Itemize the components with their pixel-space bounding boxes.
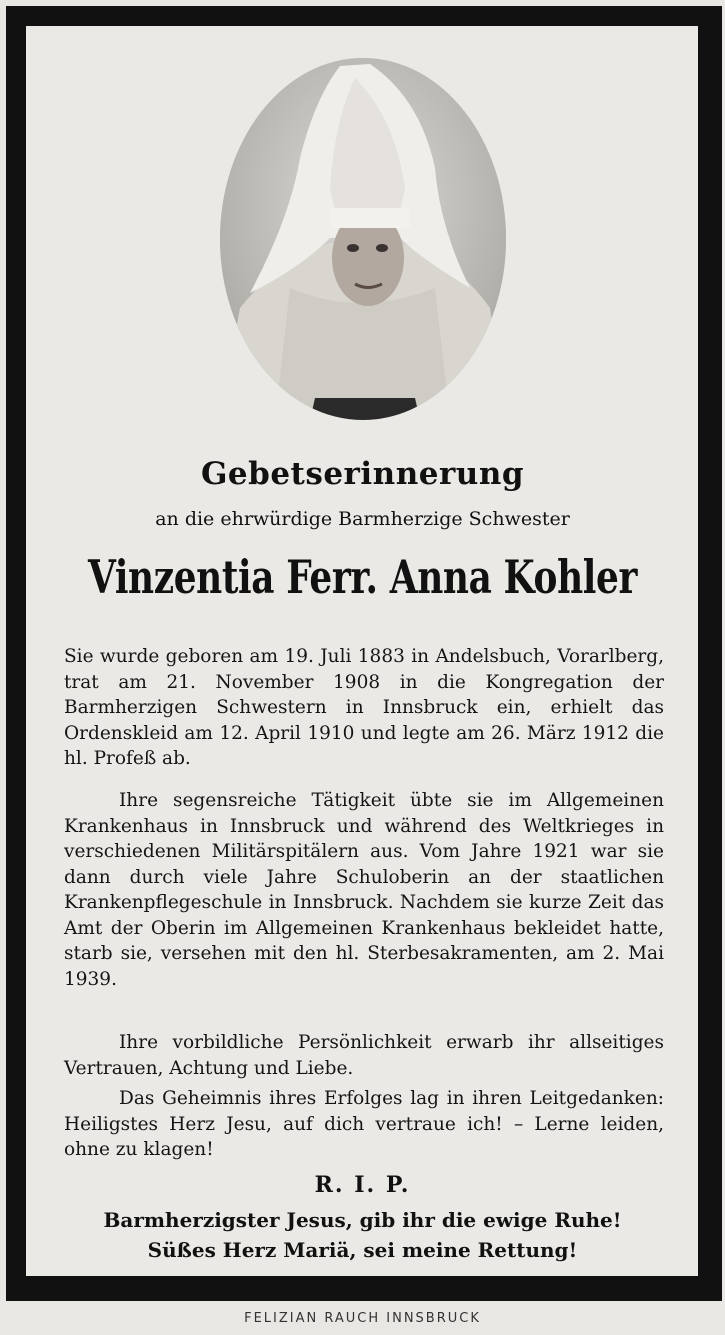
portrait-photo [220,58,506,420]
prayer-line-2: Süßes Herz Mariä, sei meine Rettung! [147,1238,578,1262]
printer-imprint: FELIZIAN RAUCH INNSBRUCK [244,1311,481,1326]
rip-line: R. I. P. [314,1172,411,1198]
nun-portrait-image [220,58,506,420]
paragraph-text: Ihre vorbildliche Persönlichkeit erwarb ihr allseitiges Vertrauen, Achtung und Liebe. [64,1032,664,1079]
biography-paragraph-4 [64,1086,664,1163]
prayer-line-1: Barmherzigster Jesus, gib ihr die ewige Ruhe! [103,1208,622,1232]
paragraph-text: Ihre segensreiche Tätigkeit übte sie im Allgemeinen Krankenhaus in Innsbruck und während des Weltkrieges in verschiedenen Militärspitälern aus. Vom Jahre 1921 war sie dann durch viele Jahre Schuloberin an der staatlichen Krankenpflegeschule in Innsbruck. Nachdem sie kurze Zeit das Amt der Oberin im Allgemeinen Krankenhaus bekleidet hatte, starb sie, versehen mit den hl. Sterbesakramenten, am 2. Mai 1939. [64,790,664,990]
card-subtitle: an die ehrwürdige Barmherzige Schwester [155,508,570,530]
biography-paragraph-1 [64,644,664,772]
paragraph-text: Sie wurde geboren am 19. Juli 1883 in Andelsbuch, Vorarlberg, trat am 21. November 1908 in die Kongregation der Barmherzigen Schwestern in Innsbruck ein, erhielt das Ordenskleid am 12. April 1910 und legte am 26. März 1912 die hl. Profeß ab. [64,646,664,769]
paragraph-text: Das Geheimnis ihres Erfolges lag in ihren Leitgedanken: Heiligstes Herz Jesu, auf dich vertraue ich! – Lerne leiden, ohne zu klagen! [64,1088,664,1160]
deceased-name: Vinzentia Ferr. Anna Kohler [88,550,637,604]
biography-paragraph-2 [64,788,664,992]
biography-paragraph-3 [64,1030,664,1081]
card-title: Gebetserinnerung [200,456,525,492]
